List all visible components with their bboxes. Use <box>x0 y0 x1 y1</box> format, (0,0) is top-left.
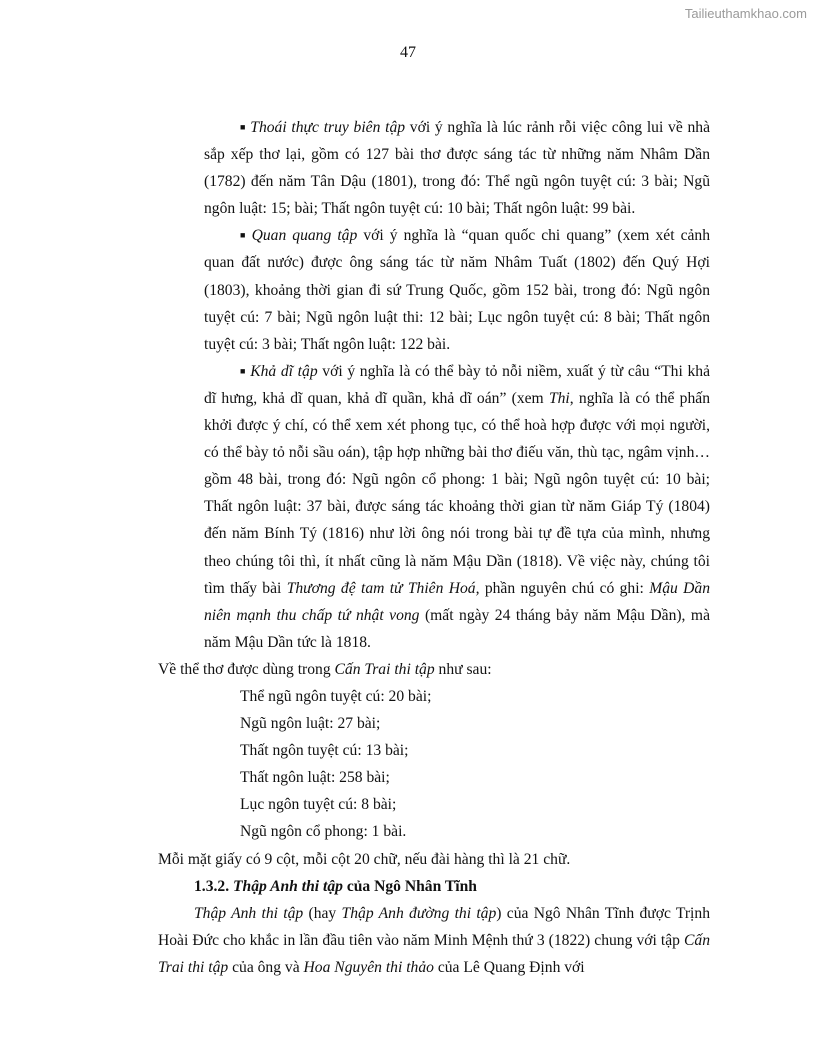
italic-title: Thập Anh thi tập <box>194 904 304 922</box>
works-list <box>158 114 710 656</box>
italic-title: Thương đệ tam tử Thiên Hoá, <box>286 579 480 597</box>
form-line: Thất ngôn luật: 258 bài; <box>240 769 390 787</box>
work-description: , nghĩa là có thể phấn khởi được ý chí, có thể xem xét phong tục, có thể hoà hợp được với mọi người, có thể bày tỏ nỗi sầu oán), tập hợp những bài thơ điếu văn, thù tạc, ngâm vịnh… gồm 48 bài, trong đó: Ngũ ngôn cổ phong: 1 bài; Ngũ ngôn tuyệt cú: 10 bài; Thất ngôn luật: 37 bài, được sáng tác khoảng thời gian từ năm Giáp Tý (1804) đến năm Bính Tý (1816) như lời ông nói trong bài tự đề tựa của mình, nhưng theo chúng tôi thì, ít nhất cũng là năm Mậu Dần (1818). Về việc này, chúng tôi tìm thấy bài <box>204 389 710 597</box>
text-span: của ông và <box>228 958 304 976</box>
work-description: (mất ngày 24 tháng bảy năm Mậu Dần), mà năm Mậu Dần tức là 1818. <box>204 606 710 651</box>
text-span: Về thể thơ được dùng trong <box>158 660 335 678</box>
work-item-thoai-thuc <box>204 114 710 222</box>
form-line: Thể ngũ ngôn tuyệt cú: 20 bài; <box>240 687 432 705</box>
form-line: Ngũ ngôn luật: 27 bài; <box>240 715 381 733</box>
italic-title: Cấn Trai thi tập <box>334 660 435 678</box>
section-title-rest: của Ngô Nhân Tĩnh <box>342 877 477 895</box>
work-item-kha-di <box>204 358 710 656</box>
work-title: Khả dĩ tập <box>250 362 318 380</box>
text-span: ) của Ngô Nhân Tĩnh được Trịnh Hoài Đức cho khắc in lần đầu tiên vào năm Minh Mệnh thứ 3 (1822) chung với tập <box>158 904 710 949</box>
bullet-icon: ■ <box>240 122 247 132</box>
work-description: phần nguyên chú có ghi: <box>479 579 650 597</box>
italic-title: Thập Anh đường thi tập <box>341 904 497 922</box>
italic-title: Hoa Nguyên thi thảo <box>303 958 434 976</box>
work-description: với ý nghĩa là có thể bày tỏ nỗi niềm, xuất ý từ câu “Thi khả dĩ hưng, khả dĩ quan, khả dĩ quần, khả dĩ oán” (xem <box>204 362 711 407</box>
text-span: của Lê Quang Định với <box>433 958 585 976</box>
section-heading <box>158 873 710 900</box>
work-title: Thoái thực truy biên tập <box>250 119 406 136</box>
page-note: Mỗi mặt giấy có 9 cột, mỗi cột 20 chữ, nếu đài hàng thì là 21 chữ. <box>158 850 571 868</box>
work-title: Quan quang tập <box>251 227 358 245</box>
form-line: Thất ngôn tuyệt cú: 13 bài; <box>240 742 409 760</box>
work-description: với ý nghĩa là “quan quốc chi quang” (xem xét cảnh quan đất nước) được ông sáng tác từ năm Nhâm Tuất (1802) đến Quý Hợi (1803), khoảng thời gian đi sứ Trung Quốc, gồm 152 bài, trong đó: Ngũ ngôn tuyệt cú: 7 bài; Ngũ ngôn luật thi: 12 bài; Lục ngôn tuyệt cú: 8 bài; Thất ngôn tuyệt cú: 3 bài; Thất ngôn luật: 122 bài. <box>204 227 711 353</box>
forms-intro <box>158 656 710 683</box>
form-line: Lục ngôn tuyệt cú: 8 bài; <box>240 796 397 814</box>
italic-title: Cấn Trai thi tập <box>158 931 710 976</box>
work-item-quan-quang <box>204 222 710 357</box>
section-number: 1.3.2. <box>194 877 230 895</box>
section-title-italic: Thập Anh thi tập <box>233 877 343 895</box>
italic-quote: Mậu Dần niên mạnh thu chấp tứ nhật vong <box>204 579 710 624</box>
page-number: 47 <box>400 44 416 61</box>
italic-term: Thi <box>548 389 570 407</box>
form-line: Ngũ ngôn cổ phong: 1 bài. <box>240 823 407 841</box>
bullet-icon: ■ <box>240 365 247 376</box>
work-description: với ý nghĩa là lúc rảnh rỗi việc công lui về nhà sắp xếp thơ lại, gồm có 127 bài thơ được sáng tác từ những năm Nhâm Dần (1782) đến năm Tân Dậu (1801), trong đó: Thể ngũ ngôn tuyệt cú: 3 bài; Ngũ ngôn luật: 15; bài; Thất ngôn tuyệt cú: 10 bài; Thất ngôn luật: 99 bài. <box>204 119 710 218</box>
bullet-icon: ■ <box>240 230 248 241</box>
text-span: (hay <box>303 904 342 922</box>
text-span: như sau: <box>434 660 492 678</box>
body-paragraph <box>158 900 710 981</box>
page-body <box>158 114 710 981</box>
watermark: Tailieuthamkhao.com <box>684 6 807 21</box>
